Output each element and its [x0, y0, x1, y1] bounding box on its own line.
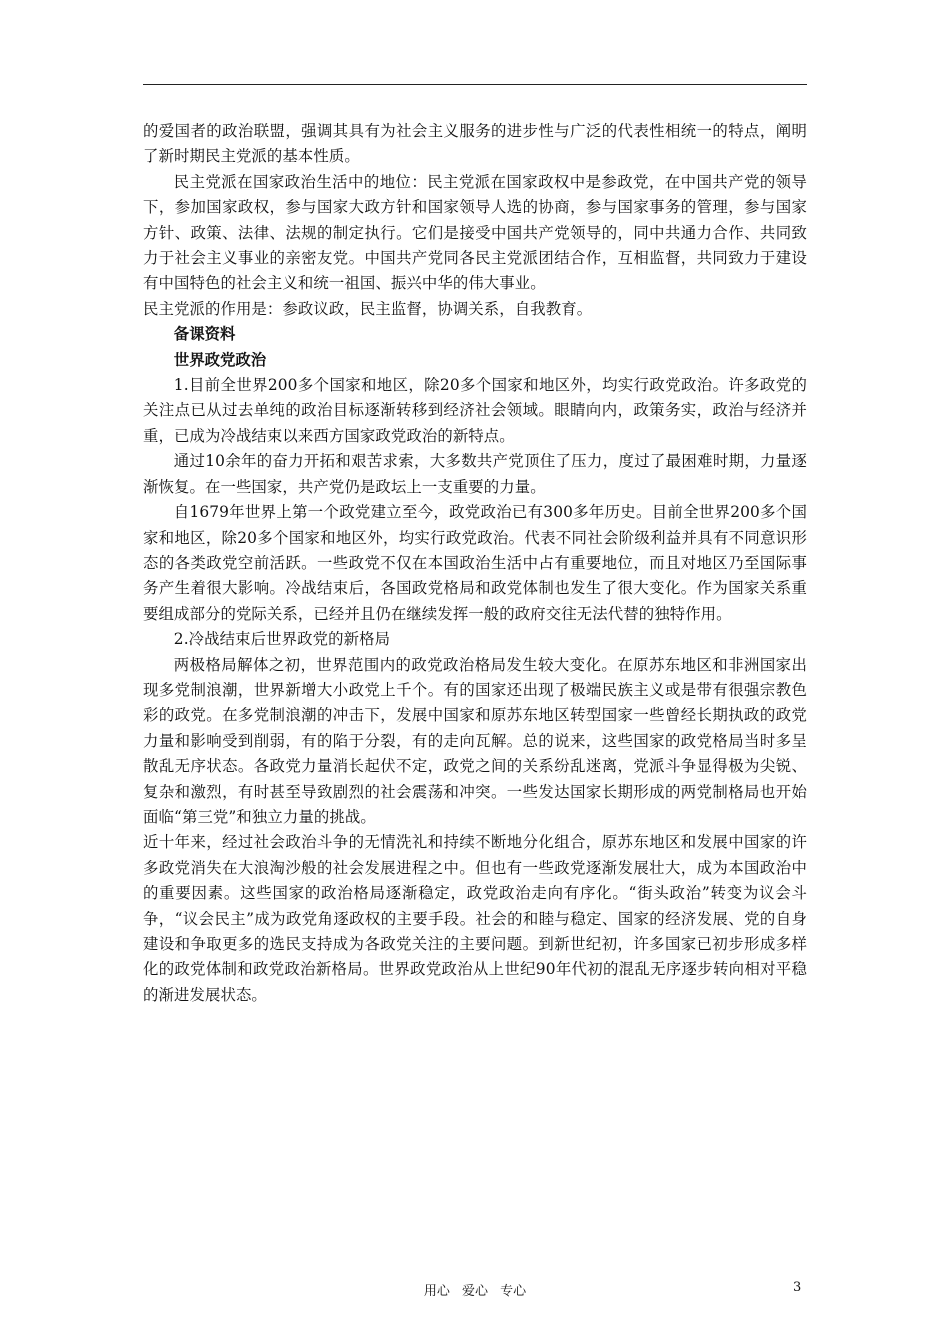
footer-slogan: 用心 爱心 专心 — [423, 1284, 527, 1299]
page-number: 3 — [793, 1280, 802, 1295]
section-heading-materials: 备课资料 — [173, 325, 236, 344]
page-footer — [0, 1280, 950, 1300]
paragraph-party-role: 民主党派的作用是：参政议政，民主监督，协调关系，自我教育。 — [143, 299, 593, 318]
paragraph-recent-decade: 近十年来，经过社会政治斗争的无情洗礼和持续不断地分化组合，原苏东地区和发展中国家的许多政党消失在大浪淘沙般的社会发展进程之中。但也有一些政党逐渐发展壮大，成为本国政治中的重要因素。这些国家的政治格局逐渐稳定，政党政治走向有序化。“街头政治”转变为议会斗争，“议会民主”成为政党角逐政权的主要手段。社会的和睦与稳定、国家的经济发展、党的自身建设和争取更多的选民支持成为各政党关注的主要问题。到新世纪初，许多国家已初步形成多样化的政党体制和政党政治新格局。世界政党政治从上世纪90年代初的混乱无序逐步转向相对平稳的渐进发展状态。 — [143, 833, 807, 1004]
paragraph-party-history: 自1679年世界上第一个政党建立至今，政党政治已有300多年历史。目前全世界200多个国家和地区，除20多个国家和地区外，均实行政党政治。代表不同社会阶级利益并具有不同意识形态的各类政党空前活跃。一些政党不仅在本国政治生活中占有重要地位，而且对地区乃至国际事务产生着很大影响。冷战结束后，各国政党格局和政党体制也发生了很大变化。作为国家关系重要组成部分的党际关系，已经并且仍在继续发挥一般的政府交往无法代替的独特作用。 — [143, 503, 807, 623]
paragraph-point-2-title: 2.冷战结束后世界政党的新格局 — [173, 630, 391, 649]
section-heading-world-party-politics: 世界政党政治 — [173, 350, 267, 369]
paragraph-point-1: 1.目前全世界200多个国家和地区，除20多个国家和地区外，均实行政党政治。许多政党的关注点已从过去单纯的政治目标逐渐转移到经济社会领域。眼睛向内，政策务实，政治与经济并重，已成为冷战结束以来西方国家政党政治的新特点。 — [143, 376, 807, 445]
document-body — [143, 119, 807, 1008]
header-rule — [143, 84, 807, 85]
paragraph-communist-recovery: 通过10余年的奋力开拓和艰苦求索，大多数共产党顶住了压力，度过了最困难时期，力量逐渐恢复。在一些国家，共产党仍是政坛上一支重要的力量。 — [143, 452, 807, 496]
paragraph-continuation: 的爱国者的政治联盟，强调其具有为社会主义服务的进步性与广泛的代表性相统一的特点，阐明了新时期民主党派的基本性质。 — [143, 122, 807, 166]
paragraph-party-status: 民主党派在国家政治生活中的地位：民主党派在国家政权中是参政党，在中国共产党的领导下，参加国家政权，参与国家大政方针和国家领导人选的协商，参与国家事务的管理，参与国家方针、政策、法律、法规的制定执行。它们是接受中国共产党领导的，同中共通力合作、共同致力于社会主义事业的亲密友党。中国共产党同各民主党派团结合作，互相监督，共同致力于建设有中国特色的社会主义和统一祖国、振兴中华的伟大事业。 — [143, 172, 807, 293]
paragraph-bipolar-collapse: 两极格局解体之初，世界范围内的政党政治格局发生较大变化。在原苏东地区和非洲国家出现多党制浪潮，世界新增大小政党上千个。有的国家还出现了极端民族主义或是带有很强宗教色彩的政党。在多党制浪潮的冲击下，发展中国家和原苏东地区转型国家一些曾经长期执政的政党力量和影响受到削弱，有的陷于分裂，有的走向瓦解。总的说来，这些国家的政党格局当时多呈散乱无序状态。各政党力量消长起伏不定，政党之间的关系纷乱迷离，党派斗争显得极为尖锐、复杂和激烈，有时甚至导致剧烈的社会震荡和冲突。一些发达国家长期形成的两党制格局也开始面临“第三党”和独立力量的挑战。 — [143, 655, 807, 826]
